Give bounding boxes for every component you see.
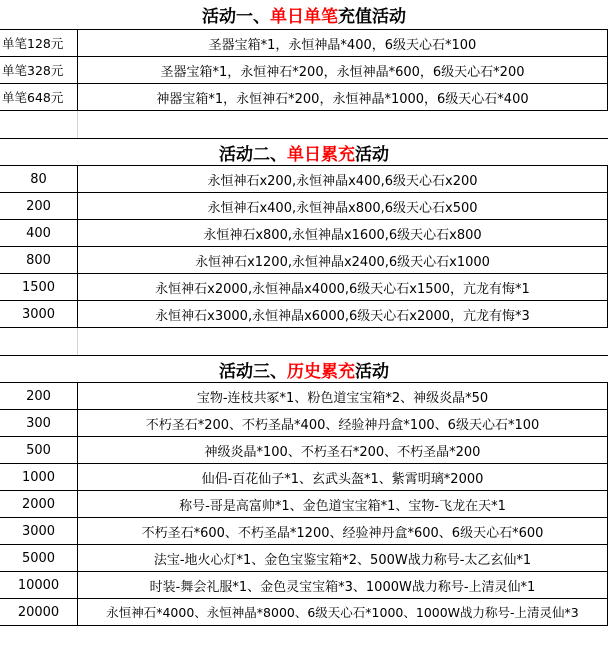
table-row: [0, 410, 608, 437]
spacer-row: [0, 111, 608, 138]
amount-cell: 5000: [0, 545, 78, 571]
rewards-cell: 神级炎晶*100、不朽圣石*200、不朽圣晶*200: [78, 437, 608, 463]
rewards-cell: 称号-哥是高富帅*1、金色道宝宝箱*1、宝物-飞龙在天*1: [78, 491, 608, 517]
rewards-cell: 宝物-连枝共冢*1、粉色道宝宝箱*2、神级炎晶*50: [78, 383, 608, 409]
rewards-cell: 永恒神石x2000,永恒神晶x4000,6级天心石x1500，亢龙有悔*1: [78, 274, 608, 300]
amount-cell: 3000: [0, 518, 78, 544]
rewards-cell: 永恒神石x200,永恒神晶x400,6级天心石x200: [78, 166, 608, 192]
table-row: [0, 383, 608, 410]
amount-cell: 800: [0, 247, 78, 273]
section-1-title: [0, 0, 608, 30]
amount-cell: 200: [0, 193, 78, 219]
table-row: [0, 437, 608, 464]
section-2-title-highlight: 单日累充: [287, 144, 355, 165]
section-1-title-suffix: 充值活动: [338, 7, 406, 27]
table-row: [0, 247, 608, 274]
amount-cell: 200: [0, 383, 78, 409]
section-1-title-highlight: 单日单笔: [270, 7, 338, 27]
table-row: [0, 518, 608, 545]
amount-cell: 单笔128元: [0, 30, 78, 56]
table-row: [0, 545, 608, 572]
table-row: [0, 166, 608, 193]
table-row: [0, 57, 608, 84]
section-3-title-highlight: 历史累充: [287, 361, 355, 382]
amount-cell: 1500: [0, 274, 78, 300]
section-2-title: [0, 138, 608, 166]
rewards-cell: 法宝-地火心灯*1、金色宝鉴宝箱*2、500W战力称号-太乙玄仙*1: [78, 545, 608, 571]
rewards-cell: 神器宝箱*1，永恒神石*200，永恒神晶*1000，6级天心石*400: [78, 84, 608, 110]
rewards-cell: 不朽圣石*600、不朽圣晶*1200、经验神丹盒*600、6级天心石*600: [78, 518, 608, 544]
table-row: [0, 572, 608, 599]
rewards-cell: 永恒神石*4000、永恒神晶*8000、6级天心石*1000、1000W战力称号-上清灵仙*3: [78, 599, 608, 625]
rewards-cell: 永恒神石x1200,永恒神晶x2400,6级天心石x1000: [78, 247, 608, 273]
table-row: [0, 301, 608, 328]
table-row: [0, 193, 608, 220]
rewards-cell: 永恒神石x400,永恒神晶x800,6级天心石x500: [78, 193, 608, 219]
table-row: [0, 491, 608, 518]
amount-cell: 10000: [0, 572, 78, 598]
section-1-title-prefix: 活动一、: [202, 7, 270, 27]
section-3-title-prefix: 活动三、: [219, 361, 287, 382]
table-row: [0, 30, 608, 57]
rewards-cell: 永恒神石x3000,永恒神晶x6000,6级天心石x2000，亢龙有悔*3: [78, 301, 608, 327]
section-3-title-suffix: 活动: [355, 361, 389, 382]
amount-cell: 单笔328元: [0, 57, 78, 83]
section-2-title-suffix: 活动: [355, 144, 389, 165]
amount-cell: 3000: [0, 301, 78, 327]
table-row: [0, 220, 608, 247]
amount-cell: 80: [0, 166, 78, 192]
amount-cell: 300: [0, 410, 78, 436]
rewards-cell: 仙侣-百花仙子*1、玄武头盔*1、紫霄明璃*2000: [78, 464, 608, 490]
amount-cell: 500: [0, 437, 78, 463]
section-2-title-prefix: 活动二、: [219, 144, 287, 165]
table-row: [0, 84, 608, 111]
rewards-cell: 时装-舞会礼服*1、金色灵宝宝箱*3、1000W战力称号-上清灵仙*1: [78, 572, 608, 598]
amount-cell: 1000: [0, 464, 78, 490]
amount-cell: 20000: [0, 599, 78, 625]
rewards-cell: 不朽圣石*200、不朽圣晶*400、经验神丹盒*100、6级天心石*100: [78, 410, 608, 436]
table-row: [0, 464, 608, 491]
rewards-cell: 圣器宝箱*1，永恒神石*200，永恒神晶*600，6级天心石*200: [78, 57, 608, 83]
amount-cell: 单笔648元: [0, 84, 78, 110]
spacer-row: [0, 328, 608, 355]
table-row: [0, 274, 608, 301]
rewards-cell: 圣器宝箱*1，永恒神晶*400，6级天心石*100: [78, 30, 608, 56]
rewards-cell: 永恒神石x800,永恒神晶x1600,6级天心石x800: [78, 220, 608, 246]
amount-cell: 400: [0, 220, 78, 246]
section-3-title: [0, 355, 608, 383]
amount-cell: 2000: [0, 491, 78, 517]
table-row: [0, 599, 608, 626]
